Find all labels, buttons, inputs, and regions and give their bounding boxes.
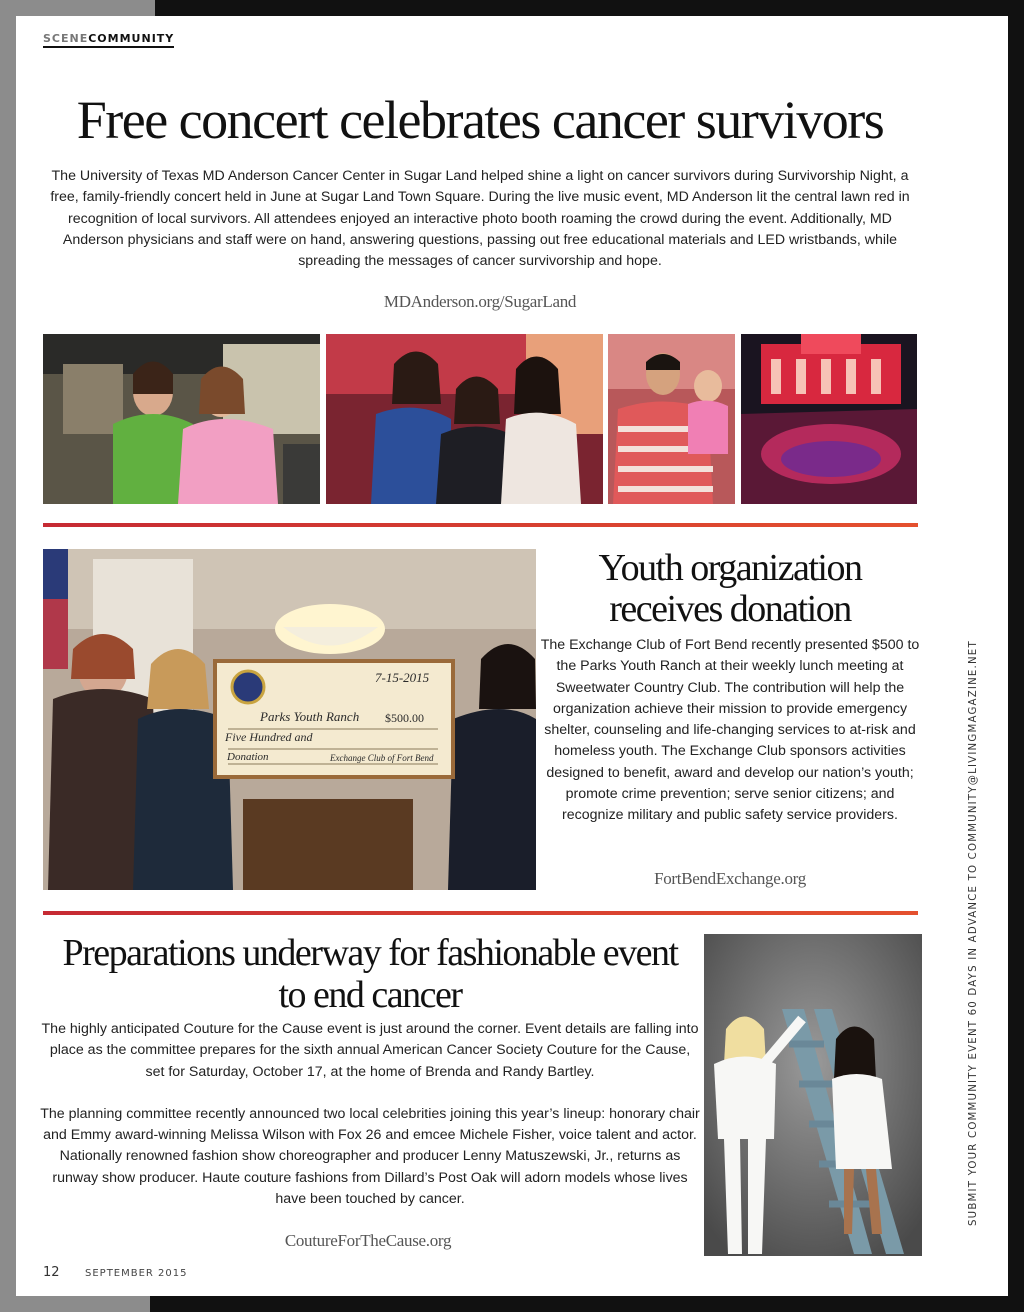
page-number: 12 [43,1265,60,1280]
issue-date: SEPTEMBER 2015 [85,1268,188,1279]
story1-body: The University of Texas MD Anderson Cancer Center in Sugar Land helped shine a light on cancer survivors during Survivorship Night, a free, family-friendly concert held in June at Sugar Land Town Square. During the live music event, MD Anderson lit the central lawn red in recognition of local survivors. All attendees enjoyed an interactive photo booth roaming the crowd during the event. Additionally, MD Anderson physicians and staff were on hand, answering questions, passing out free educational materials and LED wristbands, while spreading the messages of cancer survivorship and hope. [50,168,910,270]
story2-url[interactable]: FortBendExchange.org [654,869,806,888]
section-label [43,32,174,48]
frame-top-left [0,0,155,16]
frame-right [1008,0,1024,1312]
story3-headline-line2: to end cancer [278,974,462,1016]
story1-url[interactable]: MDAnderson.org/SugarLand [383,292,577,311]
frame-bottom [150,1296,1024,1312]
story2-headline-line2: receives donation [609,588,851,630]
story3-url[interactable]: CoutureForTheCause.org [284,1231,452,1250]
story3-paragraph-1: The highly anticipated Couture for the Cause event is just around the corner. Event details are falling into place as the committee prepares for the sixth annual American Cancer Society Couture for the Cause, set for Saturday, October 17, at the home of Brenda and Randy Bartley. [41,1021,699,1080]
photo-aerial-red-lawn [741,334,917,504]
story3-headline-line1: Preparations underway for fashionable event [62,932,678,974]
story3-body [40,1019,700,1210]
story3-paragraph-2: The planning committee recently announced two local celebrities joining this year’s lineup: honorary chair and Emmy award-winning Melissa Wilson with Fox 26 and emcee Michele Fisher, voice talent and actor. Nationally renowned fashion show choreographer and producer Lenny Matuszewski, Jr., returns as runway show producer. Haute couture fashions from Dillard’s Post Oak will adorn models whose lives have been touched by cancer. [40,1105,700,1208]
photo-two-women-green-pink [43,334,320,504]
photo-three-women-wristbands [326,334,603,504]
check-signature: Exchange Club of Fort Bend [330,753,434,763]
section-label-community: COMMUNITY [88,32,175,45]
story2-headline-line1: Youth organization [598,547,862,589]
story1-headline: Free concert celebrates cancer survivors [76,90,884,150]
section-divider [43,911,918,915]
check-memo: Donation [227,751,269,763]
frame-top [155,0,1024,16]
section-divider [43,523,918,527]
story2-body: The Exchange Club of Fort Bend recently presented $500 to the Parks Youth Ranch at their weekly lunch meeting at Sweetwater Country Club. The contribution will help the organization achieve their mission to provide emergency shelter, counseling and life-changing services to at-risk and homeless youth. The Exchange Club sponsors activities designed to benefit, award and develop our nation’s youth; promote crime prevention; serve senior citizens; and recognize military and public safety service providers. [540,637,920,824]
section-label-scene: SCENE [43,32,89,45]
check-amount: $500.00 [385,711,424,725]
check-payee: Parks Youth Ranch [260,709,360,724]
frame-bottom-left [0,1296,150,1312]
story3-headline [40,932,700,1016]
check-overlay [215,661,453,777]
sidebar-submit-note: SUBMIT YOUR COMMUNITY EVENT 60 DAYS IN ADVANCE TO COMMUNITY@LIVINGMAGAZINE.NET [968,640,979,1226]
check-amount-words: Five Hundred and [225,730,313,744]
photo-two-women-ladder [704,934,922,1256]
photo-man-and-child [608,334,735,504]
check-date: 7-15-2015 [375,670,430,685]
frame-left [0,0,16,1312]
story2-headline [540,548,920,630]
